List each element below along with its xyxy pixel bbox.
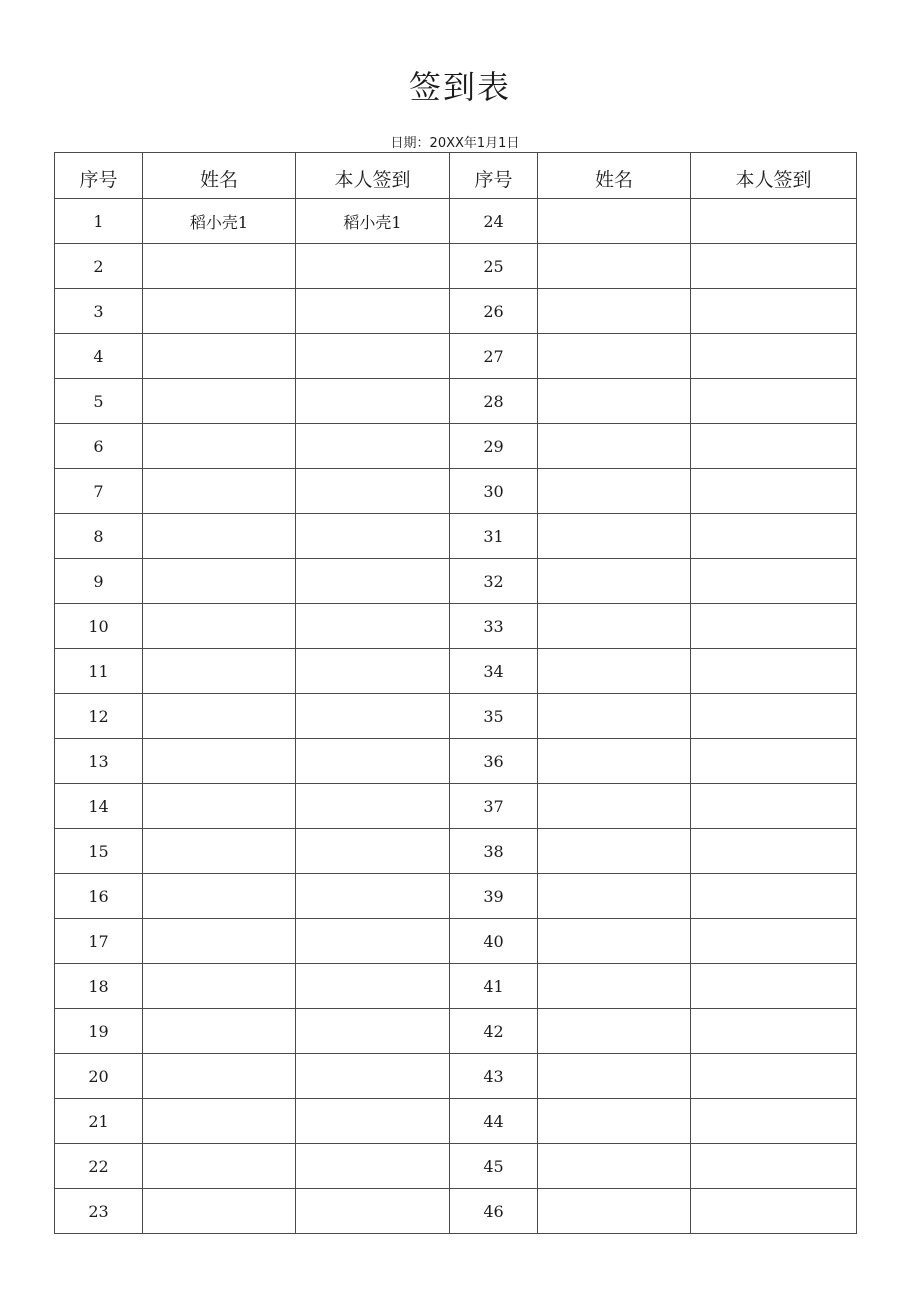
cell-name-left[interactable] — [143, 424, 296, 469]
cell-seq-right: 34 — [450, 649, 538, 694]
cell-sign-left[interactable] — [296, 469, 450, 514]
cell-name-left[interactable] — [143, 964, 296, 1009]
cell-seq-left: 18 — [55, 964, 143, 1009]
cell-sign-right[interactable] — [691, 199, 857, 244]
table-row — [55, 199, 857, 244]
cell-sign-right[interactable] — [691, 874, 857, 919]
cell-sign-right[interactable] — [691, 604, 857, 649]
cell-name-left[interactable] — [143, 1144, 296, 1189]
date-line: 日期：20XX年1月1日 — [390, 136, 520, 151]
cell-name-left[interactable] — [143, 379, 296, 424]
cell-name-right[interactable] — [538, 244, 691, 289]
cell-seq-right: 37 — [450, 784, 538, 829]
cell-name-right[interactable] — [538, 919, 691, 964]
cell-seq-left: 12 — [55, 694, 143, 739]
cell-sign-left[interactable] — [296, 1144, 450, 1189]
cell-sign-left[interactable] — [296, 514, 450, 559]
cell-seq-right: 24 — [450, 199, 538, 244]
cell-name-left[interactable] — [143, 1054, 296, 1099]
header-seq-left: 序号 — [55, 153, 143, 199]
cell-seq-right: 30 — [450, 469, 538, 514]
cell-seq-right: 25 — [450, 244, 538, 289]
table-row — [55, 289, 857, 334]
cell-seq-right: 40 — [450, 919, 538, 964]
cell-name-right[interactable] — [538, 649, 691, 694]
table-row — [55, 559, 857, 604]
cell-sign-left[interactable]: 稻小壳1 — [296, 199, 450, 244]
cell-sign-right[interactable] — [691, 334, 857, 379]
cell-seq-right: 31 — [450, 514, 538, 559]
cell-name-right[interactable] — [538, 559, 691, 604]
cell-name-left[interactable]: 稻小壳1 — [143, 199, 296, 244]
cell-seq-left: 8 — [55, 514, 143, 559]
cell-seq-left: 15 — [55, 829, 143, 874]
cell-sign-right[interactable] — [691, 1189, 857, 1234]
table-row — [55, 829, 857, 874]
cell-seq-right: 26 — [450, 289, 538, 334]
cell-sign-left[interactable] — [296, 829, 450, 874]
cell-seq-right: 41 — [450, 964, 538, 1009]
cell-name-left[interactable] — [143, 874, 296, 919]
cell-seq-left: 11 — [55, 649, 143, 694]
cell-seq-right: 45 — [450, 1144, 538, 1189]
cell-sign-right[interactable] — [691, 649, 857, 694]
cell-sign-right[interactable] — [691, 1099, 857, 1144]
cell-sign-right[interactable] — [691, 694, 857, 739]
cell-name-right[interactable] — [538, 1099, 691, 1144]
cell-seq-left: 4 — [55, 334, 143, 379]
cell-sign-left[interactable] — [296, 1099, 450, 1144]
cell-sign-left[interactable] — [296, 1189, 450, 1234]
cell-name-left[interactable] — [143, 469, 296, 514]
cell-sign-right[interactable] — [691, 514, 857, 559]
cell-sign-left[interactable] — [296, 694, 450, 739]
table-row — [55, 1144, 857, 1189]
cell-seq-left: 14 — [55, 784, 143, 829]
table-row — [55, 469, 857, 514]
cell-sign-right[interactable] — [691, 424, 857, 469]
cell-name-left[interactable] — [143, 514, 296, 559]
table-row — [55, 1189, 857, 1234]
table-row — [55, 514, 857, 559]
cell-sign-left[interactable] — [296, 244, 450, 289]
cell-name-right[interactable] — [538, 424, 691, 469]
cell-name-right[interactable] — [538, 829, 691, 874]
cell-name-left[interactable] — [143, 829, 296, 874]
cell-name-right[interactable] — [538, 199, 691, 244]
table-row — [55, 784, 857, 829]
cell-sign-left[interactable] — [296, 604, 450, 649]
cell-name-left[interactable] — [143, 1099, 296, 1144]
table-row — [55, 649, 857, 694]
cell-name-left[interactable] — [143, 334, 296, 379]
cell-seq-right: 27 — [450, 334, 538, 379]
cell-sign-left[interactable] — [296, 874, 450, 919]
cell-name-right[interactable] — [538, 289, 691, 334]
cell-name-right[interactable] — [538, 1189, 691, 1234]
cell-name-left[interactable] — [143, 559, 296, 604]
header-sign-left: 本人签到 — [296, 153, 450, 199]
cell-sign-right[interactable] — [691, 1054, 857, 1099]
cell-sign-right[interactable] — [691, 1009, 857, 1054]
cell-sign-left[interactable] — [296, 379, 450, 424]
cell-name-right[interactable] — [538, 1054, 691, 1099]
cell-name-right[interactable] — [538, 604, 691, 649]
cell-sign-right[interactable] — [691, 469, 857, 514]
table-row — [55, 379, 857, 424]
cell-seq-left: 5 — [55, 379, 143, 424]
cell-sign-right[interactable] — [691, 1144, 857, 1189]
cell-sign-right[interactable] — [691, 559, 857, 604]
cell-seq-left: 23 — [55, 1189, 143, 1234]
table-row — [55, 694, 857, 739]
cell-seq-left: 21 — [55, 1099, 143, 1144]
sign-in-table — [54, 152, 857, 1234]
cell-name-left[interactable] — [143, 244, 296, 289]
cell-name-left[interactable] — [143, 694, 296, 739]
cell-seq-left: 9 — [55, 559, 143, 604]
cell-sign-left[interactable] — [296, 1054, 450, 1099]
cell-name-right[interactable] — [538, 694, 691, 739]
cell-sign-right[interactable] — [691, 784, 857, 829]
cell-seq-right: 29 — [450, 424, 538, 469]
cell-name-right[interactable] — [538, 334, 691, 379]
table-row — [55, 1099, 857, 1144]
cell-sign-right[interactable] — [691, 379, 857, 424]
cell-seq-left: 13 — [55, 739, 143, 784]
cell-seq-left: 3 — [55, 289, 143, 334]
cell-seq-left: 6 — [55, 424, 143, 469]
cell-name-right[interactable] — [538, 1144, 691, 1189]
table-row — [55, 424, 857, 469]
cell-name-right[interactable] — [538, 964, 691, 1009]
cell-name-left[interactable] — [143, 919, 296, 964]
cell-name-right[interactable] — [538, 469, 691, 514]
table-row — [55, 1009, 857, 1054]
cell-sign-left[interactable] — [296, 784, 450, 829]
cell-name-right[interactable] — [538, 784, 691, 829]
table-row — [55, 919, 857, 964]
cell-name-left[interactable] — [143, 604, 296, 649]
cell-sign-left[interactable] — [296, 919, 450, 964]
cell-seq-right: 43 — [450, 1054, 538, 1099]
table-body — [55, 199, 857, 1234]
cell-seq-left: 19 — [55, 1009, 143, 1054]
cell-seq-left: 20 — [55, 1054, 143, 1099]
cell-sign-right[interactable] — [691, 964, 857, 1009]
cell-sign-left[interactable] — [296, 739, 450, 784]
header-seq-right: 序号 — [450, 153, 538, 199]
cell-seq-right: 46 — [450, 1189, 538, 1234]
table-row — [55, 1054, 857, 1099]
cell-seq-left: 16 — [55, 874, 143, 919]
cell-sign-left[interactable] — [296, 1009, 450, 1054]
table-row — [55, 874, 857, 919]
cell-sign-right[interactable] — [691, 919, 857, 964]
cell-sign-right[interactable] — [691, 829, 857, 874]
cell-seq-left: 1 — [55, 199, 143, 244]
cell-seq-left: 2 — [55, 244, 143, 289]
cell-name-right[interactable] — [538, 514, 691, 559]
cell-seq-left: 22 — [55, 1144, 143, 1189]
cell-name-right[interactable] — [538, 379, 691, 424]
cell-sign-left[interactable] — [296, 424, 450, 469]
cell-name-left[interactable] — [143, 649, 296, 694]
table-row — [55, 334, 857, 379]
table-row — [55, 604, 857, 649]
cell-seq-left: 7 — [55, 469, 143, 514]
cell-sign-left[interactable] — [296, 289, 450, 334]
table-header-row — [55, 153, 857, 199]
cell-name-left[interactable] — [143, 1189, 296, 1234]
page-title: 签到表 — [408, 68, 511, 106]
cell-sign-left[interactable] — [296, 559, 450, 604]
cell-seq-right: 36 — [450, 739, 538, 784]
cell-sign-left[interactable] — [296, 649, 450, 694]
table-row — [55, 739, 857, 784]
cell-name-right[interactable] — [538, 739, 691, 784]
cell-name-left[interactable] — [143, 784, 296, 829]
cell-name-left[interactable] — [143, 289, 296, 334]
cell-sign-left[interactable] — [296, 964, 450, 1009]
cell-seq-right: 38 — [450, 829, 538, 874]
cell-name-left[interactable] — [143, 1009, 296, 1054]
header-sign-right: 本人签到 — [691, 153, 857, 199]
cell-name-left[interactable] — [143, 739, 296, 784]
cell-seq-right: 35 — [450, 694, 538, 739]
header-name-left: 姓名 — [143, 153, 296, 199]
table-row — [55, 244, 857, 289]
table-row — [55, 964, 857, 1009]
cell-seq-right: 42 — [450, 1009, 538, 1054]
header-name-right: 姓名 — [538, 153, 691, 199]
cell-sign-right[interactable] — [691, 739, 857, 784]
cell-seq-right: 39 — [450, 874, 538, 919]
cell-sign-right[interactable] — [691, 244, 857, 289]
cell-sign-right[interactable] — [691, 289, 857, 334]
cell-name-right[interactable] — [538, 1009, 691, 1054]
cell-name-right[interactable] — [538, 874, 691, 919]
cell-seq-right: 32 — [450, 559, 538, 604]
cell-seq-left: 17 — [55, 919, 143, 964]
cell-seq-right: 28 — [450, 379, 538, 424]
cell-seq-left: 10 — [55, 604, 143, 649]
cell-seq-right: 44 — [450, 1099, 538, 1144]
cell-seq-right: 33 — [450, 604, 538, 649]
cell-sign-left[interactable] — [296, 334, 450, 379]
